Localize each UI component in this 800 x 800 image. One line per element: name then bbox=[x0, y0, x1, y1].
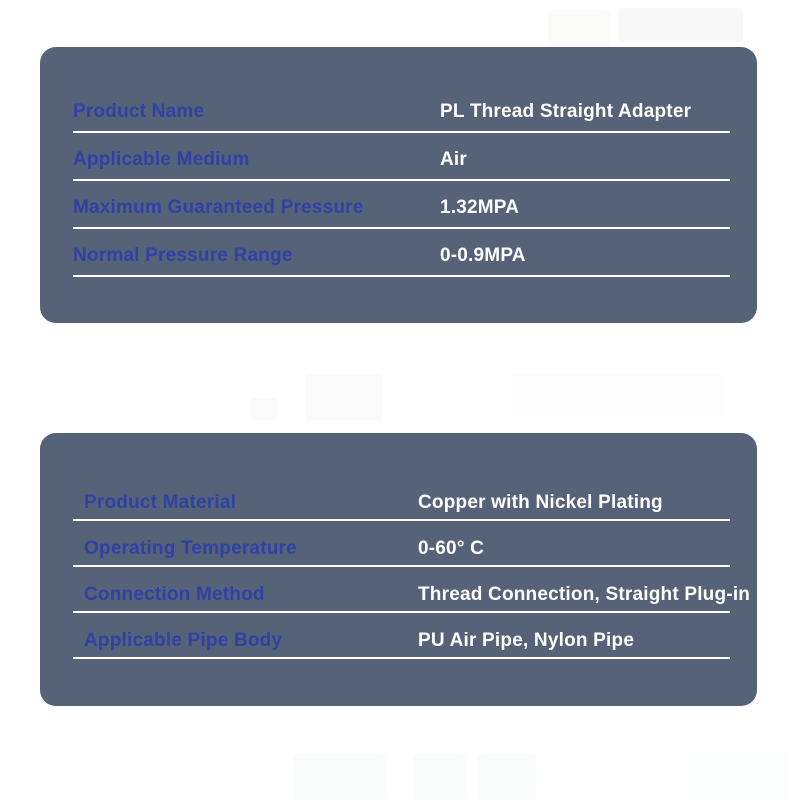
spec-row-applicable-medium bbox=[73, 133, 730, 181]
background-ghost bbox=[305, 374, 383, 420]
spec-value: 1.32MPA bbox=[440, 197, 520, 218]
spec-row-max-pressure bbox=[73, 181, 730, 229]
spec-row-normal-pressure bbox=[73, 229, 730, 277]
spec-value: PL Thread Straight Adapter bbox=[440, 101, 692, 122]
spec-label: Applicable Medium bbox=[73, 149, 250, 170]
background-ghost bbox=[512, 374, 724, 416]
spec-label: Applicable Pipe Body bbox=[84, 630, 283, 651]
background-ghost bbox=[293, 754, 385, 800]
background-ghost bbox=[250, 398, 278, 420]
spec-label: Product Name bbox=[73, 101, 205, 122]
spec-row-applicable-pipe-body bbox=[73, 613, 730, 659]
background-ghost bbox=[413, 754, 465, 800]
spec-row-operating-temperature bbox=[73, 521, 730, 567]
spec-value: Air bbox=[440, 149, 467, 170]
spec-label: Maximum Guaranteed Pressure bbox=[73, 197, 364, 218]
spec-table-material bbox=[40, 433, 757, 706]
background-ghost bbox=[688, 752, 788, 800]
spec-value: PU Air Pipe, Nylon Pipe bbox=[418, 630, 635, 651]
spec-label: Normal Pressure Range bbox=[73, 245, 293, 266]
spec-table-general bbox=[40, 47, 757, 323]
background-ghost bbox=[618, 8, 743, 42]
spec-label: Product Material bbox=[84, 492, 237, 513]
spec-label: Connection Method bbox=[84, 584, 265, 605]
spec-row-product-name bbox=[73, 85, 730, 133]
background-ghost bbox=[478, 754, 536, 800]
spec-row-product-material bbox=[73, 475, 730, 521]
spec-value: 0-60° C bbox=[418, 538, 485, 559]
spec-value: Copper with Nickel Plating bbox=[418, 492, 663, 513]
spec-row-connection-method bbox=[73, 567, 751, 613]
spec-label: Operating Temperature bbox=[84, 538, 297, 559]
spec-value: Thread Connection, Straight Plug-in bbox=[418, 584, 751, 605]
spec-value: 0-0.9MPA bbox=[440, 245, 526, 266]
